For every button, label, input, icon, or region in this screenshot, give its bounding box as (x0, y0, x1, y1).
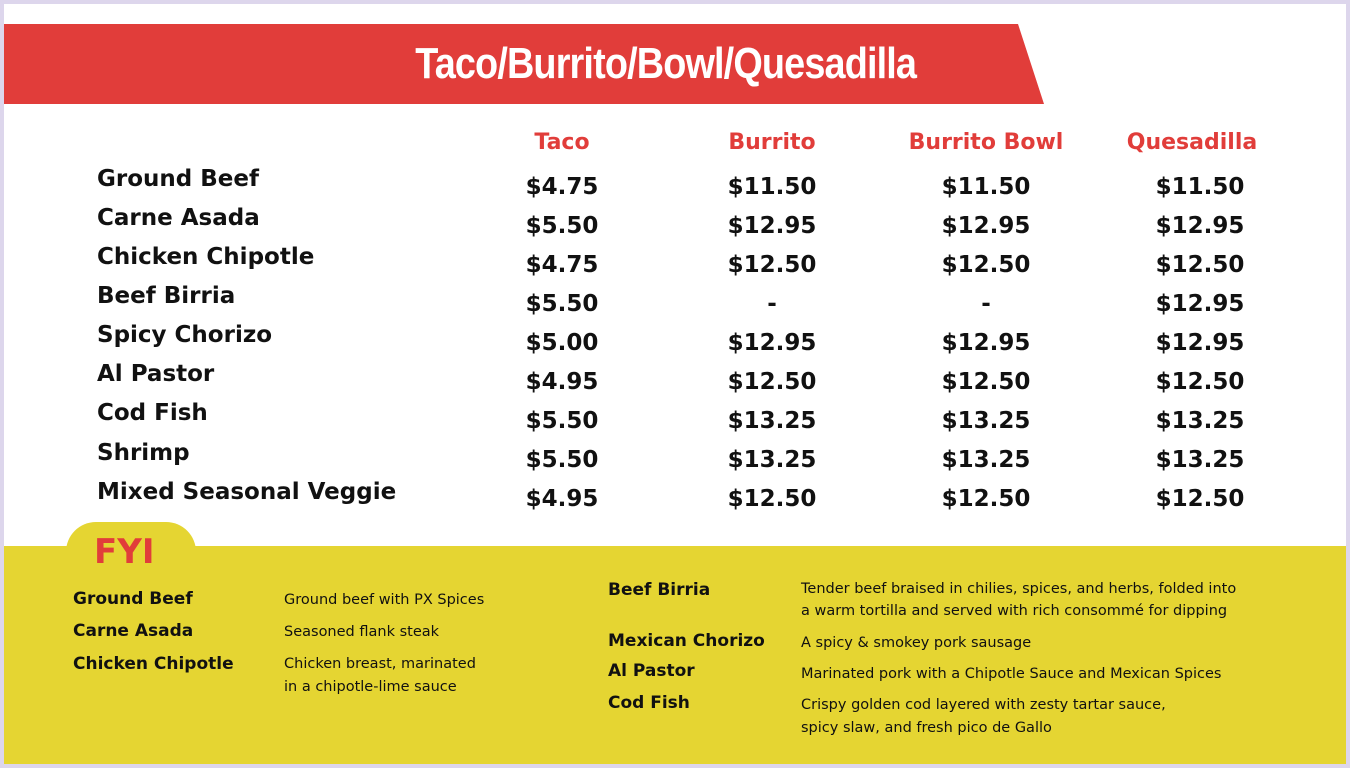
fyi-desc-beef-birria-line2: a warm tortilla and served with rich consommé for dipping (801, 603, 1228, 619)
price-carne-asada-bowl: $12.95 (941, 213, 1031, 239)
item-name-chicken-chipotle: Chicken Chipotle (97, 244, 315, 270)
item-name-cod-fish: Cod Fish (97, 400, 208, 426)
fyi-term-chicken-chipotle: Chicken Chipotle (73, 654, 234, 674)
price-ground-beef-burrito: $11.50 (727, 174, 817, 200)
item-name-ground-beef: Ground Beef (97, 166, 259, 192)
price-veggie-taco: $4.95 (525, 486, 599, 512)
price-veggie-bowl: $12.50 (941, 486, 1031, 512)
item-name-al-pastor: Al Pastor (97, 361, 215, 387)
price-ground-beef-taco: $4.75 (525, 174, 599, 200)
fyi-desc-chicken-chipotle-line1: Chicken breast, marinated (284, 656, 476, 672)
price-ground-beef-bowl: $11.50 (941, 174, 1031, 200)
price-beef-birria-burrito: - (767, 291, 777, 317)
fyi-heading: FYI (94, 532, 155, 572)
price-beef-birria-quesadilla: $12.95 (1155, 291, 1245, 317)
price-shrimp-quesadilla: $13.25 (1155, 447, 1245, 473)
fyi-desc-cod-fish-line2: spicy slaw, and fresh pico de Gallo (801, 720, 1052, 736)
item-name-carne-asada: Carne Asada (97, 205, 260, 231)
price-cod-fish-bowl: $13.25 (941, 408, 1031, 434)
fyi-term-beef-birria: Beef Birria (608, 580, 711, 600)
price-chicken-chipotle-burrito: $12.50 (727, 252, 817, 278)
price-spicy-chorizo-bowl: $12.95 (941, 330, 1031, 356)
price-al-pastor-bowl: $12.50 (941, 369, 1031, 395)
price-cod-fish-burrito: $13.25 (727, 408, 817, 434)
price-shrimp-bowl: $13.25 (941, 447, 1031, 473)
price-chicken-chipotle-bowl: $12.50 (941, 252, 1031, 278)
fyi-desc-al-pastor: Marinated pork with a Chipotle Sauce and Mexican Spices (801, 666, 1222, 682)
menu-title: Taco/Burrito/Bowl/Quesadilla (415, 39, 917, 88)
column-header-taco: Taco (534, 130, 590, 155)
menu-board (4, 4, 1346, 764)
fyi-desc-chicken-chipotle-line2: in a chipotle-lime sauce (284, 679, 457, 695)
fyi-desc-beef-birria-line1: Tender beef braised in chilies, spices, and herbs, folded into (801, 581, 1237, 597)
price-shrimp-taco: $5.50 (525, 447, 599, 473)
item-name-shrimp: Shrimp (97, 440, 190, 466)
fyi-term-al-pastor: Al Pastor (608, 661, 695, 681)
item-name-mixed-seasonal-veggie: Mixed Seasonal Veggie (97, 479, 397, 505)
price-spicy-chorizo-quesadilla: $12.95 (1155, 330, 1245, 356)
price-carne-asada-burrito: $12.95 (727, 213, 817, 239)
fyi-desc-carne-asada: Seasoned flank steak (284, 624, 440, 640)
fyi-term-mexican-chorizo: Mexican Chorizo (608, 631, 765, 651)
price-beef-birria-taco: $5.50 (525, 291, 599, 317)
fyi-term-carne-asada: Carne Asada (73, 621, 194, 641)
price-al-pastor-burrito: $12.50 (727, 369, 817, 395)
price-cod-fish-quesadilla: $13.25 (1155, 408, 1245, 434)
item-name-beef-birria: Beef Birria (97, 283, 236, 309)
fyi-desc-ground-beef: Ground beef with PX Spices (284, 592, 485, 608)
price-cod-fish-taco: $5.50 (525, 408, 599, 434)
column-header-burrito: Burrito (728, 130, 816, 155)
price-spicy-chorizo-burrito: $12.95 (727, 330, 817, 356)
column-header-quesadilla: Quesadilla (1126, 130, 1258, 155)
fyi-desc-mexican-chorizo: A spicy & smokey pork sausage (801, 635, 1032, 651)
price-beef-birria-bowl: - (981, 291, 991, 317)
fyi-desc-cod-fish-line1: Crispy golden cod layered with zesty tartar sauce, (801, 697, 1166, 713)
price-carne-asada-taco: $5.50 (525, 213, 599, 239)
price-chicken-chipotle-taco: $4.75 (525, 252, 599, 278)
fyi-term-ground-beef: Ground Beef (73, 589, 193, 609)
item-name-spicy-chorizo: Spicy Chorizo (97, 322, 273, 348)
price-al-pastor-taco: $4.95 (525, 369, 599, 395)
price-chicken-chipotle-quesadilla: $12.50 (1155, 252, 1245, 278)
price-veggie-burrito: $12.50 (727, 486, 817, 512)
column-header-burrito-bowl: Burrito Bowl (908, 130, 1064, 155)
fyi-term-cod-fish: Cod Fish (608, 693, 690, 713)
price-spicy-chorizo-taco: $5.00 (525, 330, 599, 356)
price-carne-asada-quesadilla: $12.95 (1155, 213, 1245, 239)
price-ground-beef-quesadilla: $11.50 (1155, 174, 1245, 200)
price-shrimp-burrito: $13.25 (727, 447, 817, 473)
price-al-pastor-quesadilla: $12.50 (1155, 369, 1245, 395)
price-veggie-quesadilla: $12.50 (1155, 486, 1245, 512)
